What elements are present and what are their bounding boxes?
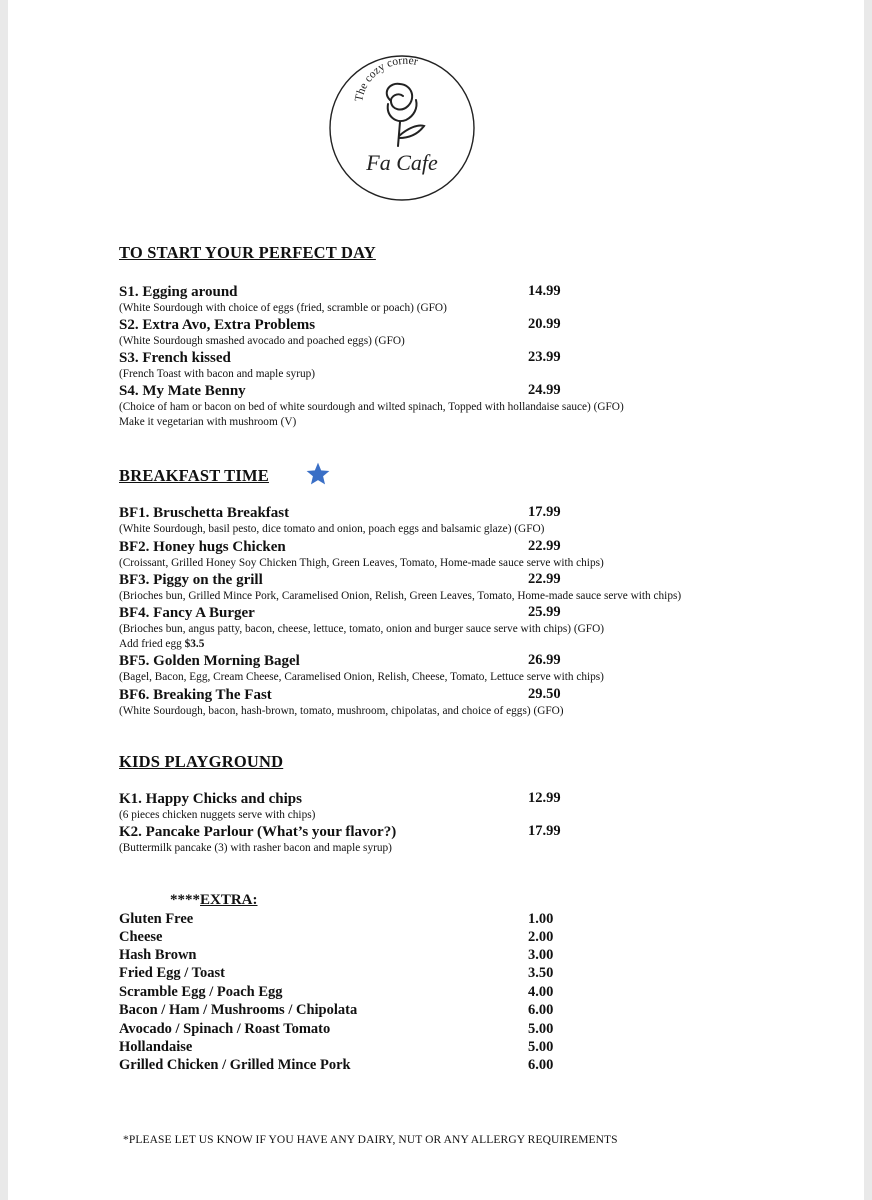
item-name: BF3. Piggy on the grill — [119, 572, 263, 588]
item-price: 17.99 — [528, 504, 561, 520]
item-desc: (White Sourdough smashed avocado and poached eggs) (GFO) — [119, 335, 405, 347]
item-price: 29.50 — [528, 686, 561, 702]
extra-name: Hash Brown — [119, 947, 197, 963]
item-price: 20.99 — [528, 316, 561, 332]
item-name: K2. Pancake Parlour (What’s your flavor?) — [119, 824, 397, 840]
menu-item — [119, 571, 819, 604]
extra-row — [119, 1001, 579, 1019]
star-icon — [304, 461, 332, 487]
extra-name: Bacon / Ham / Mushrooms / Chipolata — [119, 1002, 358, 1018]
item-name: BF5. Golden Morning Bagel — [119, 653, 300, 669]
item-price: 26.99 — [528, 652, 561, 668]
extra-row — [119, 928, 579, 946]
extra-price: 6.00 — [528, 1057, 554, 1073]
allergy-notice: *PLEASE LET US KNOW IF YOU HAVE ANY DAIRY, NUT OR ANY ALLERGY REQUIREMENTS — [123, 1134, 618, 1146]
item-desc: (White Sourdough, bacon, hash-brown, tomato, mushroom, chipolatas, and choice of eggs) (GFO) — [119, 705, 564, 717]
menu-item — [119, 604, 819, 652]
item-name: S1. Egging around — [119, 284, 238, 300]
item-price: 23.99 — [528, 349, 561, 365]
item-desc: (Brioches bun, angus patty, bacon, cheese, lettuce, tomato, onion and burger sauce serve with chips) (GFO) — [119, 623, 604, 635]
extra-row — [119, 983, 579, 1001]
item-desc: (Choice of ham or bacon on bed of white sourdough and wilted spinach, Topped with hollandaise sauce) (GFO) — [119, 401, 624, 413]
item-desc: (Brioches bun, Grilled Mince Pork, Caramelised Onion, Relish, Green Leaves, Tomato, Home-made sauce serve with chips) — [119, 590, 682, 602]
menu-item — [119, 652, 819, 685]
item-price: 12.99 — [528, 790, 561, 806]
item-desc: (White Sourdough, basil pesto, dice tomato and onion, poach eggs and balsamic glaze) (GFO) — [119, 523, 545, 535]
menu-item — [119, 790, 819, 823]
item-desc: (Buttermilk pancake (3) with rasher bacon and maple syrup) — [119, 842, 392, 854]
item-desc: (White Sourdough with choice of eggs (fried, scramble or poach) (GFO) — [119, 302, 447, 314]
logo-brand: Fa Cafe — [366, 150, 438, 175]
extra-name: Scramble Egg / Poach Egg — [119, 984, 283, 1000]
item-desc-note: Make it vegetarian with mushroom (V) — [119, 416, 297, 428]
extra-row — [119, 946, 579, 964]
extra-row — [119, 1038, 579, 1056]
addon-text: Add fried egg — [119, 638, 185, 650]
extra-name: Avocado / Spinach / Roast Tomato — [119, 1021, 331, 1037]
extras-prefix: **** — [170, 892, 200, 908]
item-name: S2. Extra Avo, Extra Problems — [119, 317, 316, 333]
menu-item — [119, 686, 819, 719]
extra-row — [119, 1056, 579, 1074]
item-price: 22.99 — [528, 571, 561, 587]
extra-price: 5.00 — [528, 1021, 554, 1037]
item-name: S3. French kissed — [119, 350, 231, 366]
item-name: K1. Happy Chicks and chips — [119, 791, 302, 807]
item-name: S4. My Mate Benny — [119, 383, 246, 399]
menu-page — [8, 0, 864, 1200]
menu-item — [119, 283, 819, 316]
extra-name: Fried Egg / Toast — [119, 965, 225, 981]
extra-price: 5.00 — [528, 1039, 554, 1055]
extra-name: Hollandaise — [119, 1039, 193, 1055]
extra-name: Gluten Free — [119, 911, 194, 927]
item-name: BF1. Bruschetta Breakfast — [119, 505, 290, 521]
item-desc: (Croissant, Grilled Honey Soy Chicken Thigh, Green Leaves, Tomato, Home-made sauce serve with chips) — [119, 557, 604, 569]
rose-icon — [387, 84, 424, 146]
item-desc: (French Toast with bacon and maple syrup) — [119, 368, 316, 380]
extra-price: 4.00 — [528, 984, 554, 1000]
menu-item — [119, 382, 819, 430]
addon-price: $3.5 — [184, 638, 205, 650]
cafe-logo — [328, 54, 476, 202]
extra-name: Grilled Chicken / Grilled Mince Pork — [119, 1057, 351, 1073]
item-desc: (Bagel, Bacon, Egg, Cream Cheese, Caramelised Onion, Relish, Cheese, Tomato, Lettuce serve with chips) — [119, 671, 604, 683]
section-title-kids: KIDS PLAYGROUND — [119, 752, 284, 771]
item-name: BF2. Honey hugs Chicken — [119, 539, 286, 555]
section-title-breakfast: BREAKFAST TIME — [119, 466, 269, 485]
item-price: 14.99 — [528, 283, 561, 299]
extra-row — [119, 1020, 579, 1038]
menu-item — [119, 349, 819, 382]
item-name: BF6. Breaking The Fast — [119, 687, 272, 703]
star-shape — [307, 463, 330, 485]
extra-price: 2.00 — [528, 929, 554, 945]
item-name: BF4. Fancy A Burger — [119, 605, 255, 621]
extras-heading: EXTRA: — [200, 892, 258, 908]
extra-row — [119, 910, 579, 928]
menu-item — [119, 316, 819, 349]
item-addon — [119, 637, 819, 652]
item-price: 24.99 — [528, 382, 561, 398]
extra-name: Cheese — [119, 929, 163, 945]
item-desc: (6 pieces chicken nuggets serve with chips) — [119, 809, 316, 821]
item-price: 25.99 — [528, 604, 561, 620]
menu-item — [119, 538, 819, 571]
logo-arc-text: The cozy corner — [353, 54, 419, 103]
extra-price: 3.00 — [528, 947, 554, 963]
extras-title — [170, 892, 258, 909]
item-price: 22.99 — [528, 538, 561, 554]
item-price: 17.99 — [528, 823, 561, 839]
extra-price: 6.00 — [528, 1002, 554, 1018]
extra-price: 3.50 — [528, 965, 554, 981]
menu-item — [119, 504, 819, 537]
extra-row — [119, 964, 579, 982]
extra-price: 1.00 — [528, 911, 554, 927]
menu-item — [119, 823, 819, 856]
section-title-start: TO START YOUR PERFECT DAY — [119, 243, 376, 262]
